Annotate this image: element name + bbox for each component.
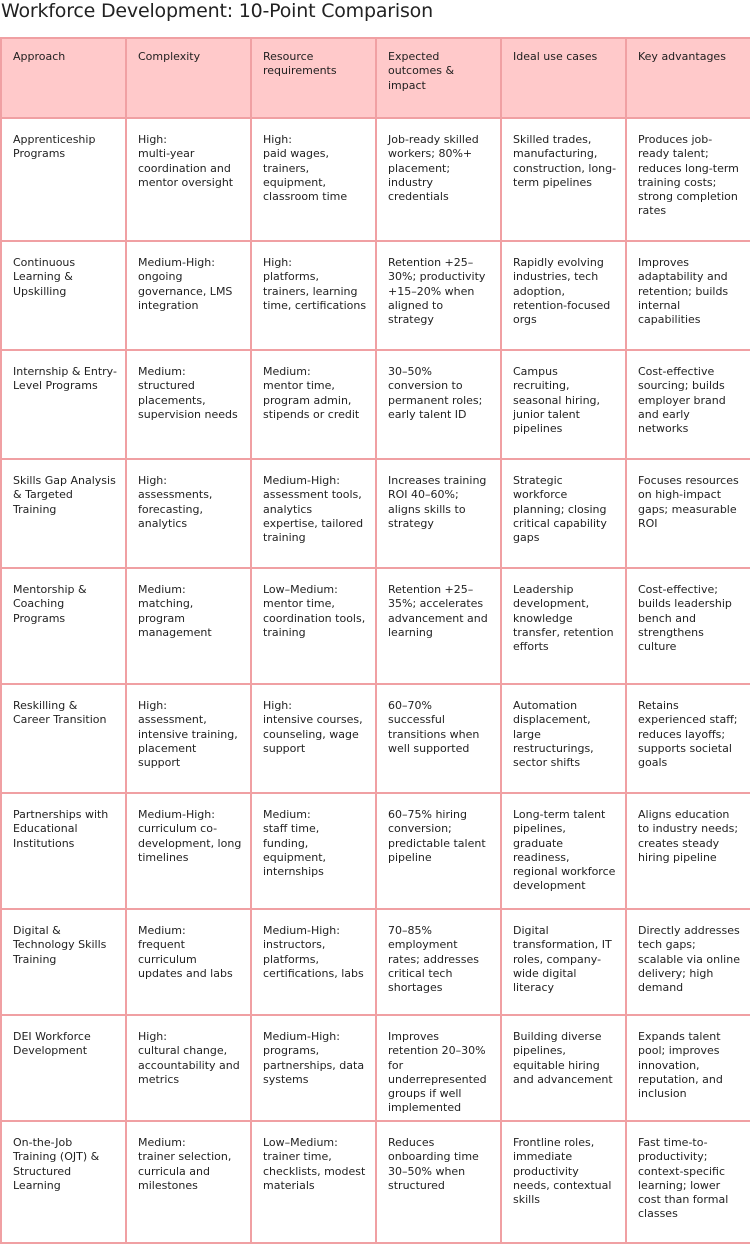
complexity-cell: High: multi-year coordination and mentor oversight bbox=[126, 118, 251, 241]
approach-cell: DEI Workforce Development bbox=[1, 1015, 126, 1121]
table-row bbox=[1, 1015, 750, 1121]
advantages-cell: Expands talent pool; improves innovation, reputation, and inclusion bbox=[626, 1015, 750, 1121]
approach-cell: On-the-Job Training (OJT) & Structured Learning bbox=[1, 1121, 126, 1243]
complexity-cell: Medium: frequent curriculum updates and labs bbox=[126, 909, 251, 1015]
table-row bbox=[1, 909, 750, 1015]
complexity-cell: Medium: matching, program management bbox=[126, 568, 251, 684]
resources-cell: Medium-High: instructors, platforms, certifications, labs bbox=[251, 909, 376, 1015]
complexity-cell: Medium: trainer selection, curricula and milestones bbox=[126, 1121, 251, 1243]
complexity-cell: Medium-High: ongoing governance, LMS integration bbox=[126, 241, 251, 350]
resources-cell: Low–Medium: mentor time, coordination tools, training bbox=[251, 568, 376, 684]
table-row bbox=[1, 459, 750, 568]
header-resources: Resource requirements bbox=[251, 38, 376, 118]
table-row bbox=[1, 118, 750, 241]
use-cases-cell: Building diverse pipelines, equitable hiring and advancement bbox=[501, 1015, 626, 1121]
advantages-cell: Cost-effective; builds leadership bench and strengthens culture bbox=[626, 568, 750, 684]
complexity-cell: High: assessments, forecasting, analytics bbox=[126, 459, 251, 568]
use-cases-cell: Digital transformation, IT roles, company-wide digital literacy bbox=[501, 909, 626, 1015]
advantages-cell: Aligns education to industry needs; creates steady hiring pipeline bbox=[626, 793, 750, 909]
resources-cell: Medium: mentor time, program admin, stipends or credit bbox=[251, 350, 376, 459]
approach-cell: Apprenticeship Programs bbox=[1, 118, 126, 241]
resources-cell: High: platforms, trainers, learning time, certifications bbox=[251, 241, 376, 350]
resources-cell: Medium-High: programs, partnerships, data systems bbox=[251, 1015, 376, 1121]
header-advantages: Key advantages bbox=[626, 38, 750, 118]
header-complexity: Complexity bbox=[126, 38, 251, 118]
advantages-cell: Directly addresses tech gaps; scalable via online delivery; high demand bbox=[626, 909, 750, 1015]
resources-cell: Medium: staff time, funding, equipment, internships bbox=[251, 793, 376, 909]
outcomes-cell: Job-ready skilled workers; 80%+ placement; industry credentials bbox=[376, 118, 501, 241]
approach-cell: Digital & Technology Skills Training bbox=[1, 909, 126, 1015]
advantages-cell: Produces job-ready talent; reduces long-term training costs; strong completion rates bbox=[626, 118, 750, 241]
comparison-table bbox=[0, 37, 750, 1244]
outcomes-cell: 60–70% successful transitions when well supported bbox=[376, 684, 501, 793]
header-approach: Approach bbox=[1, 38, 126, 118]
resources-cell: Medium-High: assessment tools, analytics expertise, tailored training bbox=[251, 459, 376, 568]
complexity-cell: High: assessment, intensive training, placement support bbox=[126, 684, 251, 793]
outcomes-cell: 60–75% hiring conversion; predictable talent pipeline bbox=[376, 793, 501, 909]
outcomes-cell: 30–50% conversion to permanent roles; early talent ID bbox=[376, 350, 501, 459]
use-cases-cell: Automation displacement, large restructurings, sector shifts bbox=[501, 684, 626, 793]
outcomes-cell: Reduces onboarding time 30–50% when structured bbox=[376, 1121, 501, 1243]
use-cases-cell: Skilled trades, manufacturing, construction, long-term pipelines bbox=[501, 118, 626, 241]
use-cases-cell: Campus recruiting, seasonal hiring, junior talent pipelines bbox=[501, 350, 626, 459]
approach-cell: Reskilling & Career Transition bbox=[1, 684, 126, 793]
outcomes-cell: Increases training ROI 40–60%; aligns skills to strategy bbox=[376, 459, 501, 568]
header-outcomes: Expected outcomes & impact bbox=[376, 38, 501, 118]
outcomes-cell: 70–85% employment rates; addresses critical tech shortages bbox=[376, 909, 501, 1015]
table-row bbox=[1, 684, 750, 793]
table-row bbox=[1, 350, 750, 459]
approach-cell: Internship & Entry-Level Programs bbox=[1, 350, 126, 459]
outcomes-cell: Retention +25–30%; productivity +15–20% when aligned to strategy bbox=[376, 241, 501, 350]
table-row bbox=[1, 793, 750, 909]
resources-cell: High: intensive courses, counseling, wage support bbox=[251, 684, 376, 793]
approach-cell: Skills Gap Analysis & Targeted Training bbox=[1, 459, 126, 568]
advantages-cell: Focuses resources on high-impact gaps; measurable ROI bbox=[626, 459, 750, 568]
use-cases-cell: Leadership development, knowledge transfer, retention efforts bbox=[501, 568, 626, 684]
resources-cell: Low–Medium: trainer time, checklists, modest materials bbox=[251, 1121, 376, 1243]
header-use-cases: Ideal use cases bbox=[501, 38, 626, 118]
complexity-cell: Medium-High: curriculum co-development, long timelines bbox=[126, 793, 251, 909]
header-row bbox=[1, 38, 750, 118]
approach-cell: Mentorship & Coaching Programs bbox=[1, 568, 126, 684]
use-cases-cell: Strategic workforce planning; closing critical capability gaps bbox=[501, 459, 626, 568]
use-cases-cell: Frontline roles, immediate productivity needs, contextual skills bbox=[501, 1121, 626, 1243]
page-title: Workforce Development: 10-Point Comparison bbox=[1, 0, 433, 22]
advantages-cell: Improves adaptability and retention; builds internal capabilities bbox=[626, 241, 750, 350]
approach-cell: Partnerships with Educational Institutions bbox=[1, 793, 126, 909]
use-cases-cell: Rapidly evolving industries, tech adoption, retention-focused orgs bbox=[501, 241, 626, 350]
complexity-cell: High: cultural change, accountability and metrics bbox=[126, 1015, 251, 1121]
approach-cell: Continuous Learning & Upskilling bbox=[1, 241, 126, 350]
advantages-cell: Cost-effective sourcing; builds employer brand and early networks bbox=[626, 350, 750, 459]
table-row bbox=[1, 241, 750, 350]
table-row bbox=[1, 1121, 750, 1243]
outcomes-cell: Improves retention 20–30% for underrepresented groups if well implemented bbox=[376, 1015, 501, 1121]
advantages-cell: Fast time-to-productivity; context-specific learning; lower cost than formal classes bbox=[626, 1121, 750, 1243]
outcomes-cell: Retention +25–35%; accelerates advancement and learning bbox=[376, 568, 501, 684]
use-cases-cell: Long-term talent pipelines, graduate readiness, regional workforce development bbox=[501, 793, 626, 909]
complexity-cell: Medium: structured placements, supervision needs bbox=[126, 350, 251, 459]
table-row bbox=[1, 568, 750, 684]
advantages-cell: Retains experienced staff; reduces layoffs; supports societal goals bbox=[626, 684, 750, 793]
resources-cell: High: paid wages, trainers, equipment, classroom time bbox=[251, 118, 376, 241]
